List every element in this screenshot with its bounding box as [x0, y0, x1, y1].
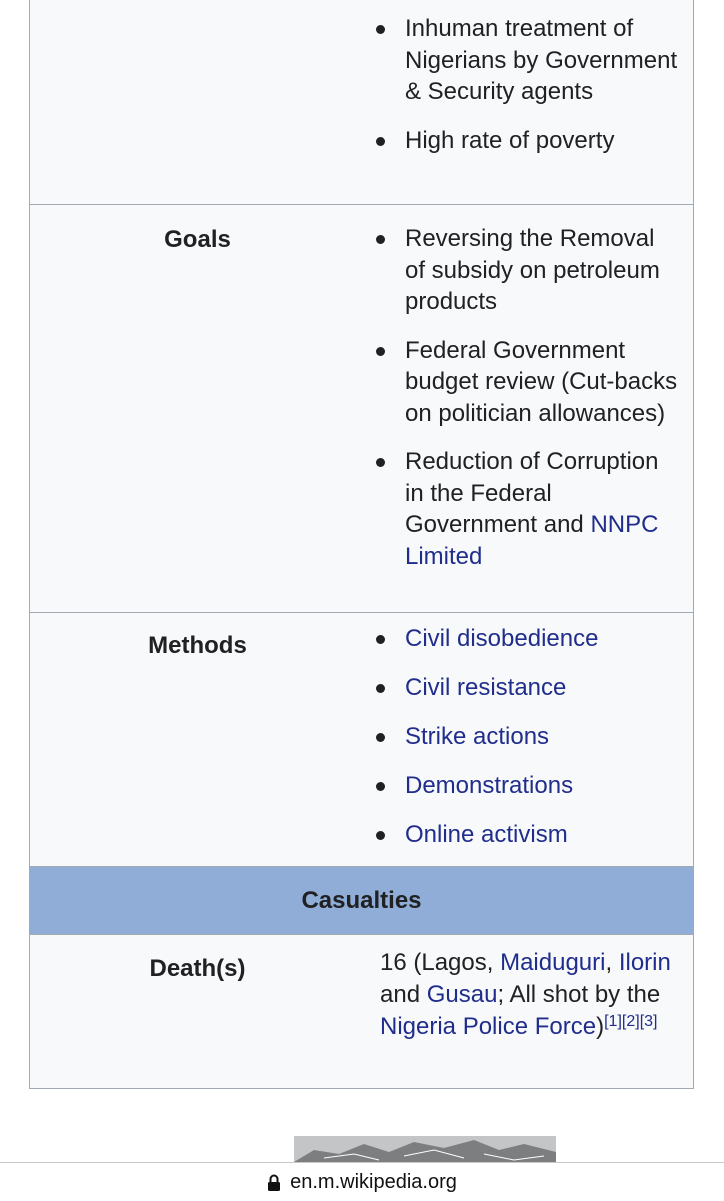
causes-list: [370, 13, 681, 156]
casualties-header: Casualties: [30, 867, 693, 935]
deaths-value: [380, 947, 681, 1043]
browser-url-bar[interactable]: [0, 1162, 724, 1201]
list-item: [370, 125, 681, 157]
deaths-label: Death(s): [149, 955, 246, 982]
strike-actions-link[interactable]: Strike actions: [405, 723, 550, 750]
causes-row: [30, 0, 693, 205]
list-item: [370, 13, 681, 108]
cause-text: High rate of poverty: [405, 126, 615, 154]
deaths-body: [380, 947, 693, 1043]
methods-row: [30, 613, 693, 867]
nnpc-limited-link[interactable]: NNPC Limited: [405, 511, 659, 570]
goal-text: Federal Government budget review (Cut-backs on politician allowances): [405, 336, 678, 427]
deaths-text-part: ; All shot by the: [497, 981, 661, 1008]
deaths-text-part: ,: [605, 949, 619, 976]
list-item: [370, 223, 681, 318]
goals-list: [370, 223, 681, 572]
online-activism-link[interactable]: Online activism: [405, 821, 568, 848]
list-item: [370, 721, 681, 753]
map-image[interactable]: [294, 1136, 556, 1162]
goals-label: Goals: [164, 226, 231, 253]
methods-list: [370, 623, 681, 851]
list-item: [370, 819, 681, 851]
goal-text: Reversing the Removal of subsidy on petroleum products: [405, 225, 660, 315]
list-item: [370, 335, 681, 430]
nigeria-police-force-link[interactable]: Nigeria Police Force: [380, 1013, 597, 1040]
ilorin-link[interactable]: Ilorin: [618, 949, 671, 976]
deaths-text-part: ): [596, 1013, 605, 1040]
citation-link-3[interactable]: [3]: [639, 1013, 658, 1030]
deaths-text-part: 16 (Lagos,: [380, 949, 501, 976]
citation-link-2[interactable]: [2]: [621, 1013, 640, 1030]
deaths-row: [30, 935, 693, 1088]
gusau-link[interactable]: Gusau: [426, 981, 498, 1008]
lock-icon: [267, 1174, 281, 1192]
demonstrations-link[interactable]: Demonstrations: [405, 772, 574, 799]
list-item: [370, 623, 681, 655]
goal-text: Reduction of Corruption in the Federal Government and: [405, 448, 659, 538]
methods-body: [370, 623, 693, 851]
url-text: en.m.wikipedia.org: [290, 1170, 457, 1193]
deaths-text-part: and: [380, 981, 427, 1008]
methods-label: Methods: [148, 632, 247, 659]
maiduguri-link[interactable]: Maiduguri: [500, 949, 606, 976]
causes-body: [370, 13, 693, 156]
cause-text: Inhuman treatment of Nigerians by Government & Security agents: [405, 15, 678, 105]
civil-resistance-link[interactable]: Civil resistance: [405, 674, 567, 701]
list-item: [370, 446, 681, 572]
goals-row: [30, 205, 693, 613]
infobox: [29, 0, 694, 1089]
list-item: [370, 672, 681, 704]
goals-body: [370, 223, 693, 572]
citation-refs: [604, 1013, 657, 1030]
citation-link-1[interactable]: [1]: [604, 1013, 622, 1030]
list-item: [370, 770, 681, 802]
civil-disobedience-link[interactable]: Civil disobedience: [405, 625, 599, 652]
